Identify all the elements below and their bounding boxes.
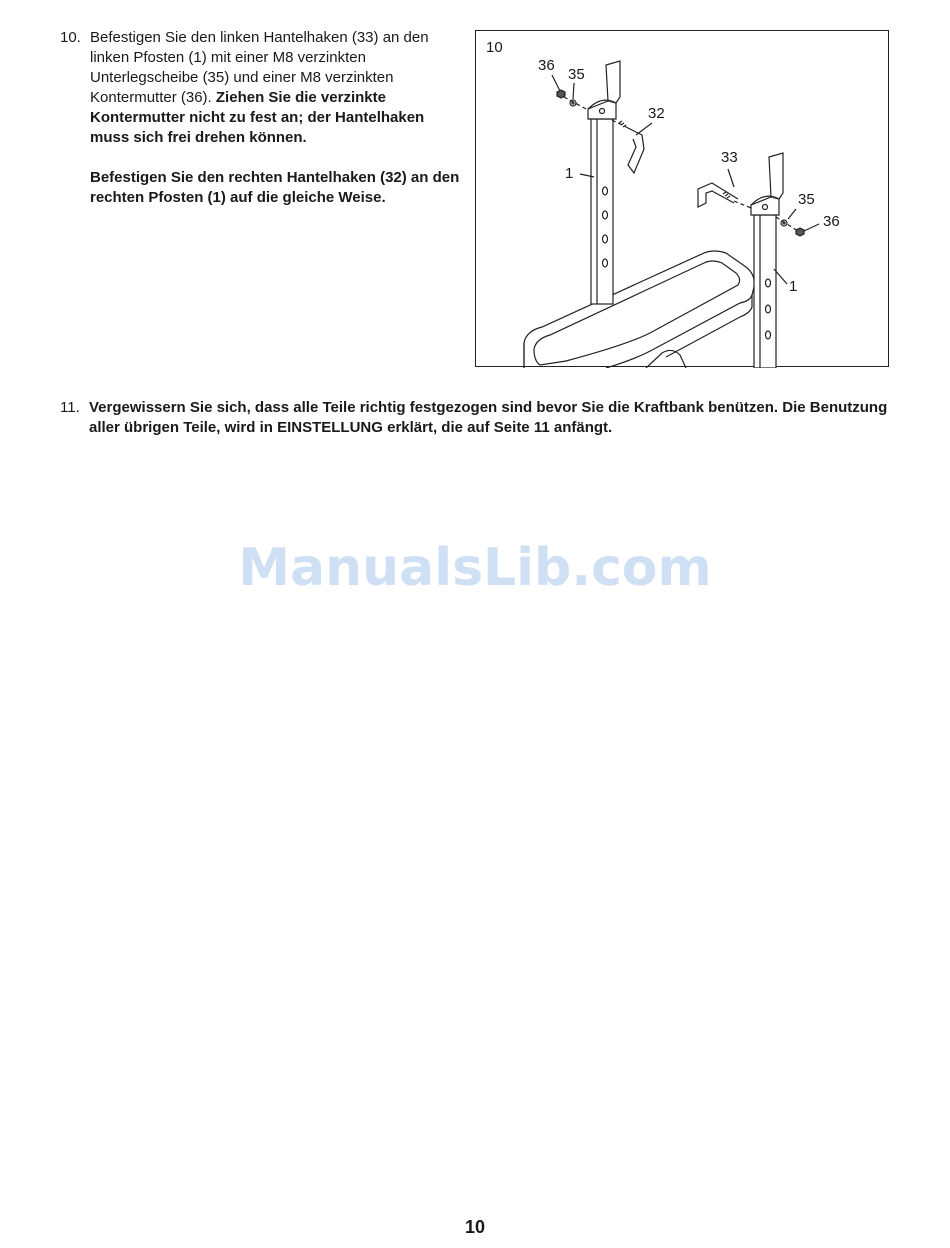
figure-number: 10 xyxy=(486,39,503,56)
step-10-paragraph-1 xyxy=(90,28,460,148)
callout-36-right: 36 xyxy=(823,213,840,230)
callout-1-left: 1 xyxy=(565,165,574,182)
callout-35-right: 35 xyxy=(798,191,815,208)
step-11-text: Vergewissern Sie sich, dass alle Teile richtig festgezogen sind bevor Sie die Kraftbank benützen. Die Benutzung aller übrigen Teile, wird in EINSTELLUNG erklärt, die auf Seite 11 anfängt. xyxy=(89,399,888,436)
step-10-paragraph-2: Befestigen Sie den rechten Hantelhaken (32) an den rechten Pfosten (1) auf die gleiche Weise. xyxy=(90,169,460,206)
assembly-figure-10 xyxy=(475,30,889,367)
step-10-regular-text: Befestigen Sie den linken Hantelhaken (33) an den linken Pfosten (1) mit einer M8 verzinkten Unterlegscheibe (35) und einer M8 verzinkten Kontermutter (36). xyxy=(90,29,429,106)
callout-1-right: 1 xyxy=(789,278,798,295)
callout-32: 32 xyxy=(648,105,665,122)
step-10-number: 10. xyxy=(60,29,81,46)
callout-36-left: 36 xyxy=(538,57,555,74)
step-11-number: 11. xyxy=(60,399,80,416)
bench-pad-shape xyxy=(524,251,754,368)
step-10-body xyxy=(90,28,460,208)
callout-33: 33 xyxy=(721,149,738,166)
step-10-warning-text: Ziehen Sie die verzinkte Kontermutter nicht zu fest an; der Hantelhaken muss sich frei drehen können. xyxy=(90,89,425,146)
watermark-logo: ManualsLib.com xyxy=(238,538,712,598)
step-11-instructions xyxy=(60,398,900,438)
page-number: 10 xyxy=(464,1217,486,1237)
step-10-instructions xyxy=(60,28,460,208)
callout-35-left: 35 xyxy=(568,66,585,83)
assembly-drawing xyxy=(476,31,890,368)
left-upright-shape xyxy=(557,61,644,304)
